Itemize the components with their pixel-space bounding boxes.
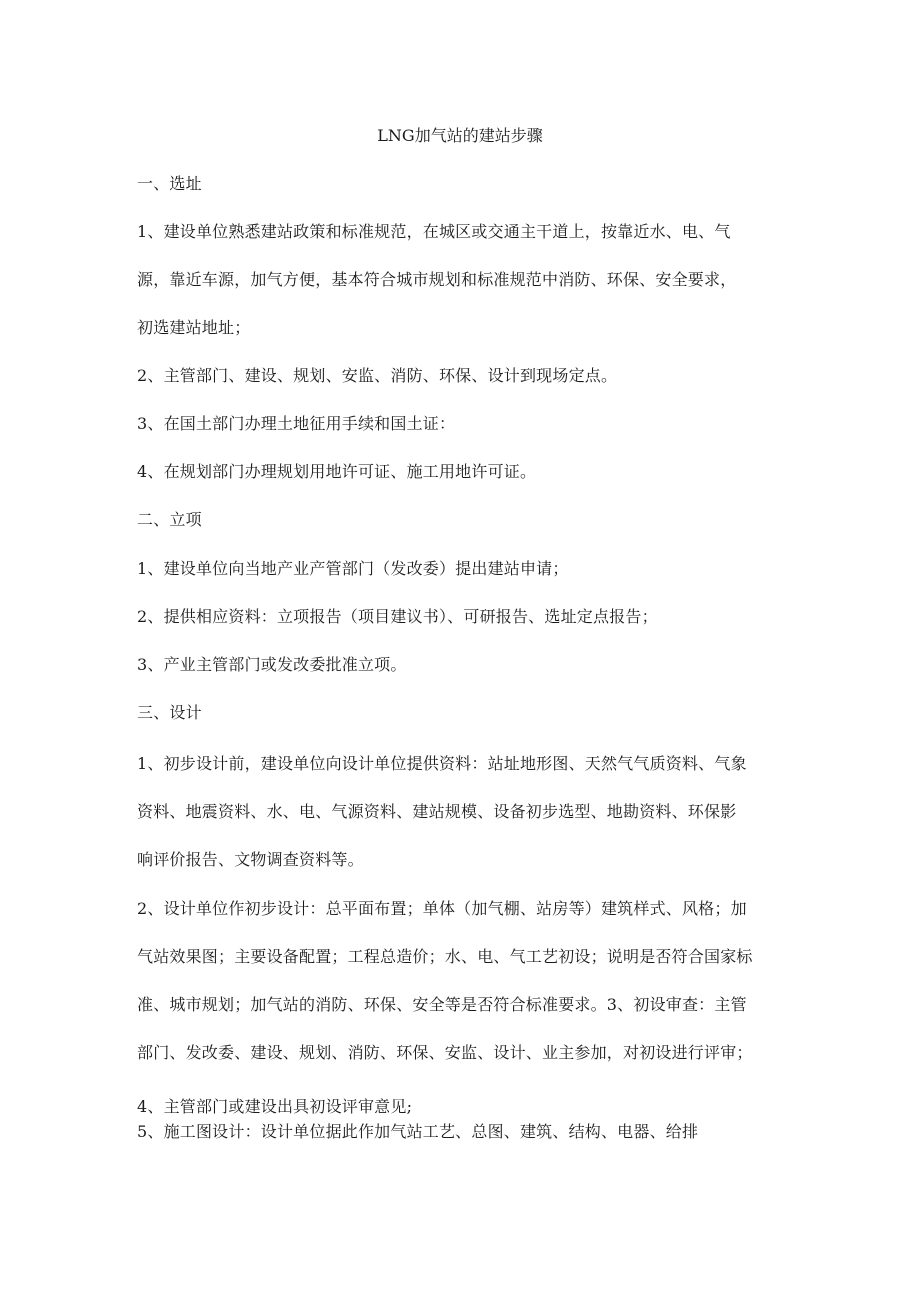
paragraph-line: 2、提供相应资料：立项报告（项目建议书）、可研报告、选址定点报告；: [137, 607, 658, 626]
paragraph-line: 初选建站地址；: [137, 318, 251, 337]
paragraph-line: 3、在国土部门办理土地征用手续和国土证：: [137, 414, 456, 433]
document-title: LNG加气站的建站步骤: [377, 126, 543, 145]
section-heading: 二、立项: [137, 510, 202, 529]
paragraph-line: 1、初步设计前，建设单位向设计单位提供资料：站址地形图、天然气气质资料、气象: [137, 754, 747, 773]
paragraph-line: 4、主管部门或建设出具初设评审意见;: [137, 1097, 413, 1116]
paragraph-line: 1、建设单位熟悉建站政策和标准规范，在城区或交通主干道上，按靠近水、电、气: [137, 222, 731, 241]
paragraph-line: 5、施工图设计：设计单位据此作加气站工艺、总图、建筑、结构、电器、给排: [137, 1122, 699, 1141]
section-heading: 三、设计: [137, 703, 202, 722]
paragraph-line: 3、产业主管部门或发改委批准立项。: [137, 655, 407, 674]
paragraph-line: 2、设计单位作初步设计：总平面布置；单体（加气棚、站房等）建筑样式、风格；加: [137, 899, 747, 918]
paragraph-line: 2、主管部门、建设、规划、安监、消防、环保、设计到现场定点。: [137, 366, 618, 385]
paragraph-line: 资料、地震资料、水、电、气源资料、建站规模、设备初步选型、地勘资料、环保影: [137, 802, 737, 821]
paragraph-line: 1、建设单位向当地产业产管部门（发改委）提出建站申请；: [137, 559, 569, 578]
paragraph-line: 4、在规划部门办理规划用地许可证、施工用地许可证。: [137, 462, 537, 481]
paragraph-line: 准、城市规划；加气站的消防、环保、安全等是否符合标准要求。3、初设审查：主管: [137, 995, 747, 1014]
paragraph-line: 源，靠近车源，加气方便，基本符合城市规划和标准规范中消防、环保、安全要求，: [137, 270, 737, 289]
section-heading: 一、选址: [137, 174, 202, 193]
paragraph-line: 气站效果图；主要设备配置；工程总造价；水、电、气工艺初设；说明是否符合国家标: [137, 947, 753, 966]
paragraph-line: 响评价报告、文物调查资料等。: [137, 850, 364, 869]
paragraph-line: 部门、发改委、建设、规划、消防、环保、安监、设计、业主参加，对初设进行评审；: [137, 1043, 753, 1062]
